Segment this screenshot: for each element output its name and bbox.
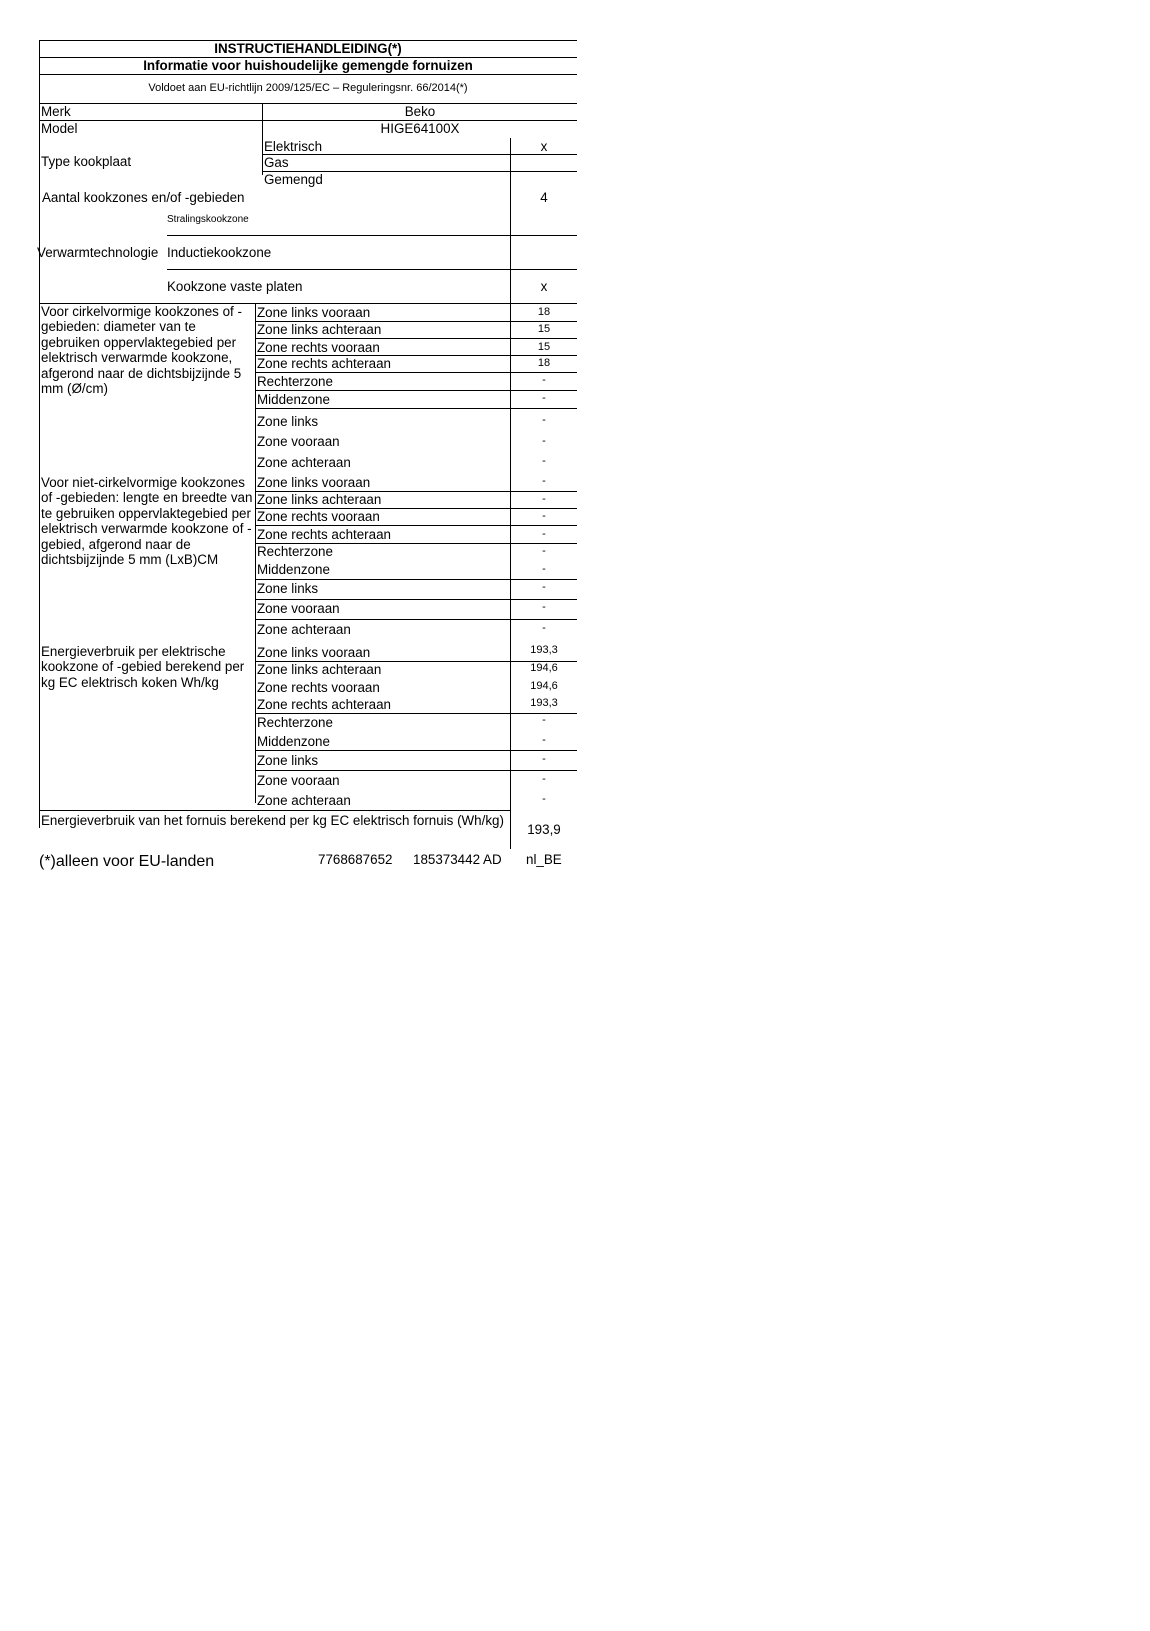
- zone-row-value: 193,3: [530, 697, 558, 709]
- zone-row-label: Zone rechts vooraan: [257, 340, 380, 355]
- zone-row-value: -: [542, 601, 546, 613]
- zone-row-label: Zone links vooraan: [257, 645, 371, 660]
- zone-row-label: Middenzone: [257, 734, 330, 749]
- zone-row-label: Rechterzone: [257, 374, 333, 389]
- hob-type-electric-value: x: [540, 139, 548, 154]
- circular-zones-label: Voor cirkelvormige kookzones of -gebieden: diameter van te gebruiken oppervlaktegebied per elektrisch verwarmde kookzone, afgerond naar de dichtsbijzijnde 5 mm (Ø/cm): [41, 304, 242, 397]
- zone-row-value: -: [542, 622, 546, 634]
- zone-row-label: Zone rechts vooraan: [257, 509, 380, 524]
- document-subtitle: Informatie voor huishoudelijke gemengde fornuizen: [143, 58, 473, 73]
- zone-row-label: Zone rechts vooraan: [257, 680, 380, 695]
- hob-type-electric-label: Elektrisch: [264, 139, 323, 154]
- zone-row-label: Zone links vooraan: [257, 305, 371, 320]
- zone-row-label: Zone achteraan: [257, 622, 351, 637]
- zone-row-value: -: [542, 374, 546, 386]
- model-value: HIGE64100X: [380, 121, 460, 136]
- zone-row-value: -: [542, 435, 546, 447]
- zone-row-value: -: [542, 734, 546, 746]
- zone-row-value: 18: [537, 357, 551, 369]
- zone-row-label: Zone achteraan: [257, 455, 351, 470]
- zone-row-value: -: [542, 493, 546, 505]
- zone-row-label: Zone vooraan: [257, 434, 340, 449]
- zone-row-label: Zone rechts achteraan: [257, 356, 391, 371]
- zone-row-value: 15: [537, 323, 551, 335]
- zone-row-label: Zone links vooraan: [257, 475, 371, 490]
- zone-row-label: Zone links: [257, 581, 319, 596]
- zone-row-label: Zone links: [257, 414, 319, 429]
- energy-per-zone-label: Energieverbruik per elektrische kookzone of -gebied berekend per kg EC elektrisch koken Wh/kg: [41, 644, 245, 690]
- zone-row-value: -: [542, 528, 546, 540]
- zone-row-value: 15: [537, 341, 551, 353]
- zone-row-value: -: [542, 414, 546, 426]
- zone-row-value: -: [542, 773, 546, 785]
- footer-code-1: 7768687652: [318, 852, 393, 867]
- regulation-text: Voldoet aan EU-richtlijn 2009/125/EC – Reguleringsnr. 66/2014(*): [148, 82, 468, 94]
- hob-type-gas-label: Gas: [264, 155, 289, 170]
- heating-solid-plate-value: x: [540, 279, 548, 294]
- zone-row-value: -: [542, 793, 546, 805]
- zone-row-label: Rechterzone: [257, 715, 333, 730]
- zone-row-value: 193,3: [530, 644, 558, 656]
- zone-row-value: 18: [537, 306, 551, 318]
- zone-row-value: -: [542, 455, 546, 467]
- zone-row-label: Zone achteraan: [257, 793, 351, 808]
- heating-induction-label: Inductiekookzone: [167, 245, 272, 260]
- zone-row-label: Zone links: [257, 753, 319, 768]
- zone-row-label: Zone vooraan: [257, 601, 340, 616]
- zone-row-label: Zone vooraan: [257, 773, 340, 788]
- zone-row-value: -: [542, 392, 546, 404]
- model-label: Model: [41, 121, 78, 136]
- heating-solid-plate-label: Kookzone vaste platen: [167, 279, 303, 294]
- zone-row-value: -: [542, 545, 546, 557]
- zone-row-label: Zone rechts achteraan: [257, 527, 391, 542]
- zones-count-label: Aantal kookzones en/of -gebieden: [42, 190, 245, 205]
- noncircular-zones-label: Voor niet-cirkelvormige kookzones of -gebieden: lengte en breedte van te gebruiken oppervlaktegebied per elektrisch verwarmde kookzone of -gebied, afgerond naar de dichtsbijzijnde 5 mm (LxB)CM: [41, 475, 253, 568]
- zone-row-label: Middenzone: [257, 392, 330, 407]
- energy-total-value: 193,9: [527, 822, 561, 837]
- zone-row-label: Zone links achteraan: [257, 492, 382, 507]
- zones-count-value: 4: [540, 190, 548, 205]
- zone-row-label: Zone rechts achteraan: [257, 697, 391, 712]
- zone-row-label: Zone links achteraan: [257, 662, 382, 677]
- zone-row-label: Rechterzone: [257, 544, 333, 559]
- hob-type-label: Type kookplaat: [41, 154, 132, 169]
- energy-total-label: Energieverbruik van het fornuis berekend per kg EC elektrisch fornuis (Wh/kg): [41, 813, 504, 828]
- footer-locale: nl_BE: [526, 852, 562, 867]
- zone-row-value: 194,6: [530, 662, 558, 674]
- brand-label: Merk: [41, 104, 71, 119]
- zone-row-value: 194,6: [530, 680, 558, 692]
- zone-row-value: -: [542, 714, 546, 726]
- zone-row-value: -: [542, 510, 546, 522]
- footer-code-2: 185373442 AD: [413, 852, 502, 867]
- document-title: INSTRUCTIEHANDLEIDING(*): [214, 41, 402, 56]
- heating-label: Verwarmtechnologie: [37, 245, 159, 260]
- brand-value: Beko: [404, 104, 436, 119]
- zone-row-label: Middenzone: [257, 562, 330, 577]
- footer-note: (*)alleen voor EU-landen: [39, 853, 215, 870]
- zone-row-label: Zone links achteraan: [257, 322, 382, 337]
- zone-row-value: -: [542, 581, 546, 593]
- zone-row-value: -: [542, 475, 546, 487]
- heating-radiant-label: Stralingskookzone: [167, 214, 249, 225]
- zone-row-value: -: [542, 753, 546, 765]
- zone-row-value: -: [542, 563, 546, 575]
- hob-type-mixed-label: Gemengd: [264, 172, 323, 187]
